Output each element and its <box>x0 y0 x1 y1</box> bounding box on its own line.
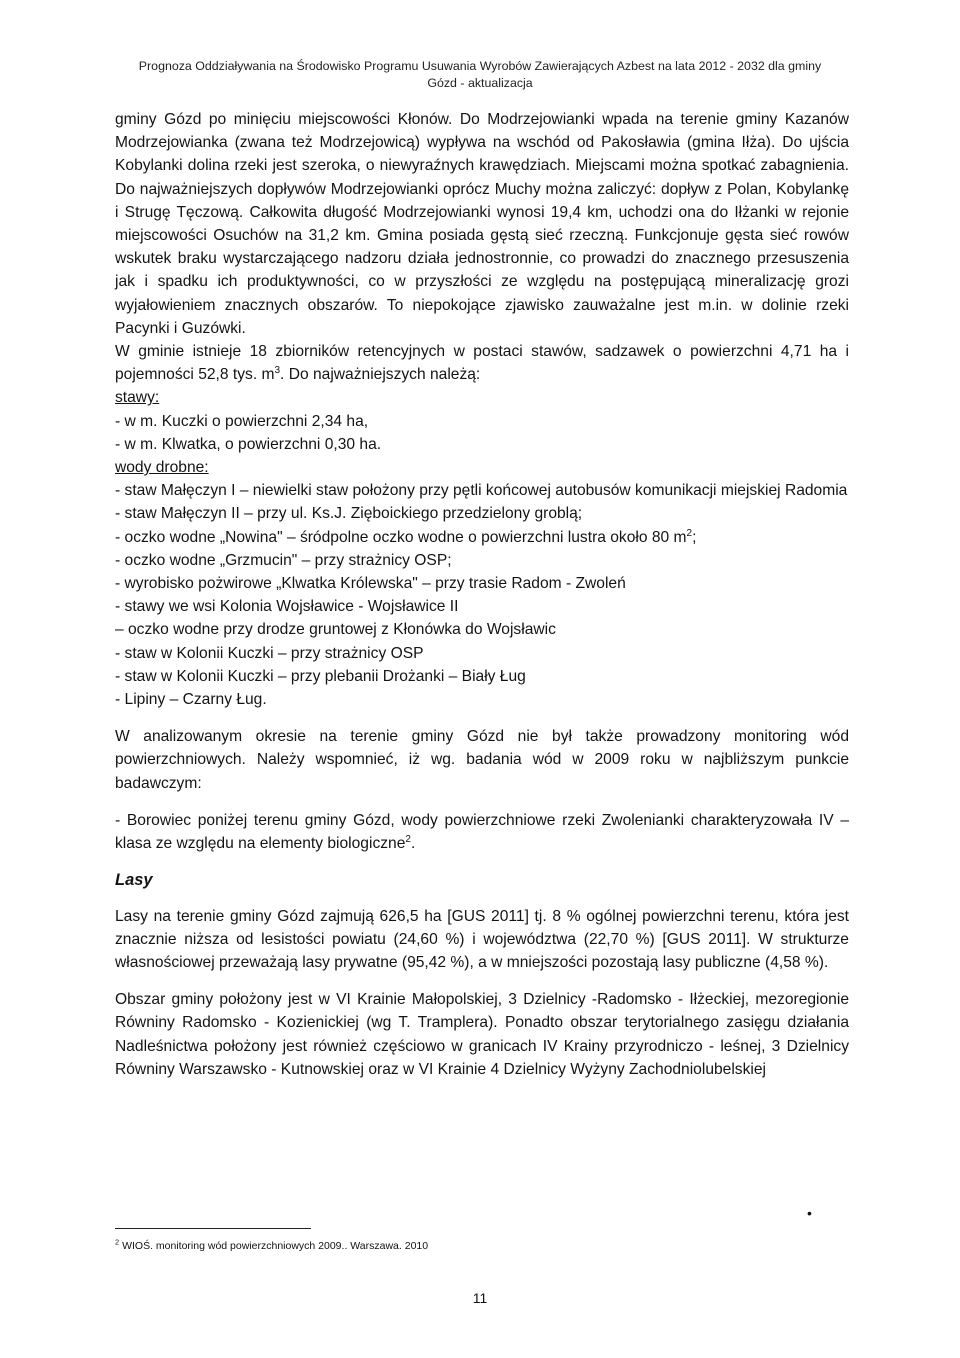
list-item: - wyrobisko pożwirowe „Klwatka Królewska" – przy trasie Radom - Zwoleń <box>115 575 626 593</box>
paragraph-forests: Lasy na terenie gminy Gózd zajmują 626,5 ha [GUS 2011] tj. 8 % ogólnej powierzchni terenu, która jest znacznie niższa od lesistości powiatu (24,60 %) i województwa (22,70 %) [GUS 2011]. W strukturze własnościowej przeważają lasy prywatne (95,42 %), a w mniejszości pozostają lasy publiczne (4,58 %). <box>115 907 849 971</box>
paragraph-regions: Obszar gminy położony jest w VI Krainie Małopolskiej, 3 Dzielnicy -Radomsko - Iłżeckiej, mezoregionie Równiny Radomsko - Kozienickiej (wg T. Tramplera). Ponadto obszar terytorialnego zasięgu działania Nadleśnictwa położony jest również częściowo w granicach IV Krainy przyrodniczo - leśnej, 3 Dzielnicy Równiny Warszawsko - Kutnowskiej oraz w VI Krainie 4 Dzielnicy Wyżyny Zachodniolubelskiej <box>115 991 849 1078</box>
wody-label: wody drobne: <box>115 459 209 477</box>
list-item: - stawy we wsi Kolonia Wojsławice - Wojsławice II <box>115 598 459 616</box>
list-item: - staw Małęczyn I – niewielki staw położony przy pętli końcowej autobusów komunikacji miejskiej Radomia <box>115 482 848 500</box>
list-item-superscript: 2 <box>686 527 693 539</box>
footnote <box>115 1237 615 1253</box>
footnote-text: WIOŚ. monitoring wód powierzchniowych 2009.. Warszawa. 2010 <box>119 1240 429 1252</box>
footnote-divider <box>115 1228 311 1229</box>
stawy-label: stawy: <box>115 389 160 407</box>
list-item-text-end: ; <box>692 528 697 546</box>
list-item: - Lipiny – Czarny Ług. <box>115 691 267 709</box>
list-item: - staw w Kolonii Kuczki – przy plebanii Drożanki – Biały Ług <box>115 667 526 685</box>
reservoirs-superscript: 3 <box>274 365 281 377</box>
borowiec-text: - Borowiec poniżej terenu gminy Gózd, wody powierzchniowe rzeki Zwolenianki charakteryzowała IV – klasa ze względu na elementy biologiczne <box>115 811 849 853</box>
header-line-2: Gózd - aktualizacja <box>427 76 533 90</box>
borowiec-text-end: . <box>410 835 416 853</box>
list-item-text: - oczko wodne „Nowina" – śródpolne oczko wodne o powierzchni lustra około 80 m <box>115 528 687 546</box>
section-heading-lasy: Lasy <box>115 871 153 890</box>
paragraph-borowiec <box>115 809 849 855</box>
stray-mark: • <box>807 1205 812 1221</box>
paragraph-rivers: gminy Gózd po minięciu miejscowości Kłonów. Do Modrzejowianki wpada na terenie gminy Kazanów Modrzejowianka (zwana też Modrzejowicą) wypływa na wschód od Pakosławia (gmina Iłża). Do ujścia Kobylanki dolina rzeki jest szeroka, o niewyraźnych krawędziach. Miejscami można spotkać zabagnienia. Do najważniejszych dopływów Modrzejowianki oprócz Muchy można zaliczyć: dopływ z Polan, Kobylankę i Strugę Tęczową. Całkowita długość Modrzejowianki wynosi 19,4 km, uchodzi ona do Iłżanki w rejonie miejscowości Osuchów na 31,2 km. Gmina posiada gęstą sieć rzeczną. Funkcjonuje gęsta sieć rowów wskutek braku wystarczającego nadzoru działa jednostronnie, co prowadzi do znacznego przesuszenia jak i spadku ich produktywności, co w przyszłości ze względu na postępującą mineralizację grozi wyjałowieniem znacznych obszarów. To niepokojące zjawisko zauważalne jest m.in. w dolinie rzeki Pacynki i Guzówki. <box>115 111 849 337</box>
paragraph-monitoring: W analizowanym okresie na terenie gminy Gózd nie był także prowadzony monitoring wód powierzchniowych. Należy wspomnieć, iż wg. badania wód w 2009 roku w najbliższym punkcie badawczym: <box>115 728 849 792</box>
paragraph-reservoirs <box>115 340 849 386</box>
document-body <box>115 108 849 1081</box>
list-item: - w m. Kuczki o powierzchni 2,34 ha, <box>115 412 369 430</box>
header-line-1: Prognoza Oddziaływania na Środowisko Programu Usuwania Wyrobów Zawierających Azbest na lata 2012 - 2032 dla gminy <box>138 59 822 73</box>
list-item: - w m. Klwatka, o powierzchni 0,30 ha. <box>115 435 382 453</box>
footnote-reference: 2 <box>405 833 411 845</box>
list-item: - staw w Kolonii Kuczki – przy strażnicy OSP <box>115 644 424 662</box>
page-number: 11 <box>472 1290 488 1306</box>
reservoirs-text-end: . Do najważniejszych należą: <box>280 366 481 384</box>
footnote-marker: 2 <box>115 1237 120 1247</box>
list-item <box>115 526 849 549</box>
page-header <box>120 58 840 92</box>
list-item: - oczko wodne „Grzmucin" – przy strażnicy OSP; <box>115 551 452 569</box>
list-item: - staw Małęczyn II – przy ul. Ks.J. Zięboickiego przedzielony groblą; <box>115 505 583 523</box>
list-item: – oczko wodne przy drodze gruntowej z Kłonówka do Wojsławic <box>115 621 556 639</box>
reservoirs-text: W gminie istnieje 18 zbiorników retencyjnych w postaci stawów, sadzawek o powierzchni 4,71 ha i pojemności 52,8 tys. m <box>115 343 849 384</box>
